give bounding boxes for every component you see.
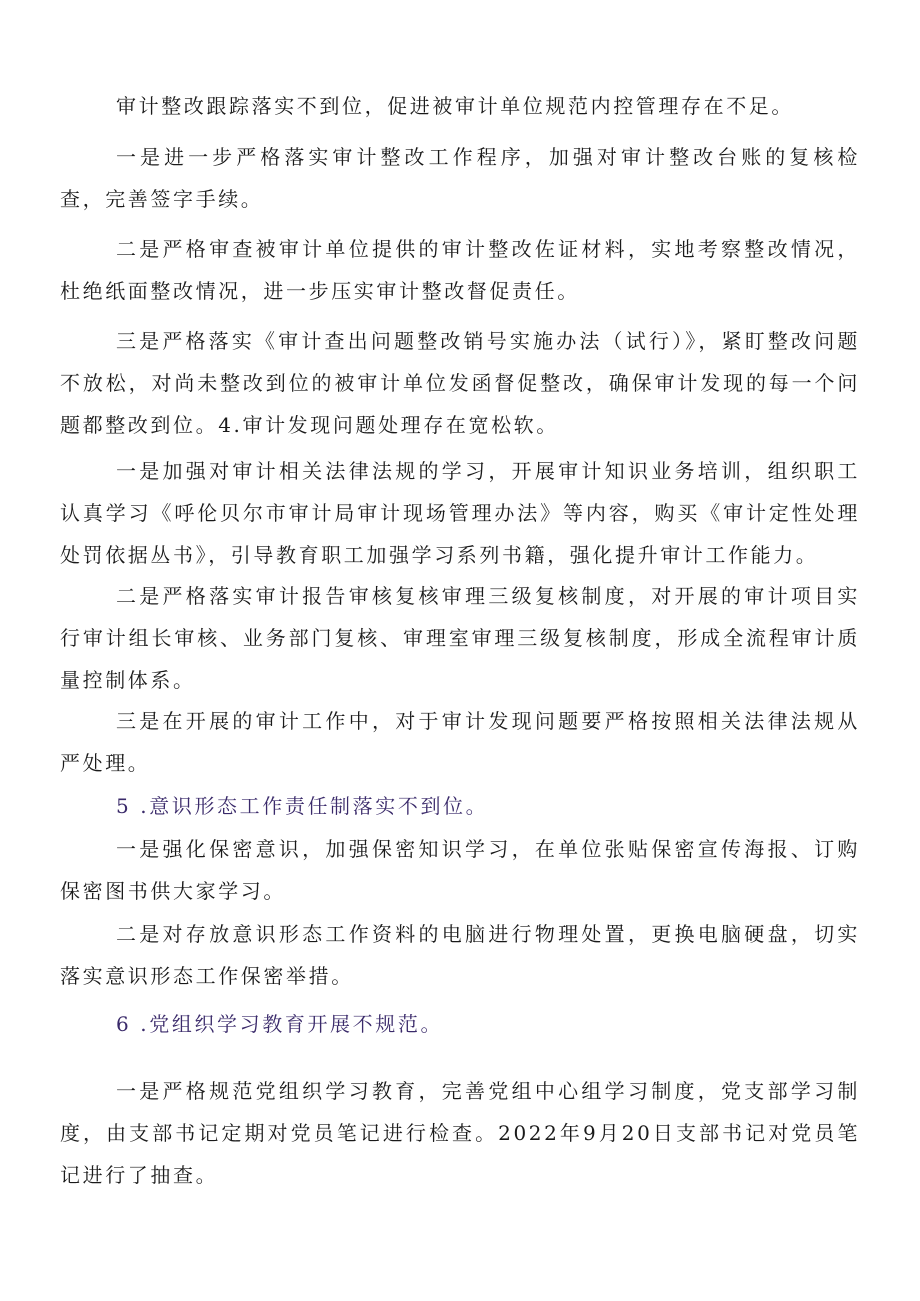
paragraph-12: 一是严格规范党组织学习教育，完善党组中心组学习制度，党支部学习制度，由支部书记定期对党员笔记进行检查。2022年9月20日支部书记对党员笔记进行了抽查。 — [60, 1079, 860, 1187]
paragraph-1: 审计整改跟踪落实不到位，促进被审计单位规范内控管理存在不足。 — [116, 94, 794, 118]
paragraph-2: 一是进一步严格落实审计整改工作程序，加强对审计整改台账的复核检查，完善签字手续。 — [60, 145, 860, 211]
paragraph-9: 一是强化保密意识，加强保密知识学习，在单位张贴保密宣传海报、订购保密图书供大家学习。 — [60, 837, 860, 903]
paragraph-4: 三是严格落实《审计查出问题整改销号实施办法（试行）》，紧盯整改问题不放松，对尚未整改到位的被审计单位发函督促整改，确保审计发现的每一个问题都整改到位。4.审计发现问题处理存在宽松软。 — [60, 329, 860, 437]
paragraph-7: 三是在开展的审计工作中，对于审计发现问题要严格按照相关法律法规从严处理。 — [60, 709, 860, 775]
paragraph-10: 二是对存放意识形态工作资料的电脑进行物理处置，更换电脑硬盘，切实落实意识形态工作保密举措。 — [60, 922, 860, 988]
section-heading-5: 5 .意识形态工作责任制落实不到位。 — [116, 794, 489, 818]
paragraph-5: 一是加强对审计相关法律法规的学习，开展审计知识业务培训，组织职工认真学习《呼伦贝尔市审计局审计现场管理办法》等内容，购买《审计定性处理处罚依据丛书》，引导教育职工加强学习系列书籍，强化提升审计工作能力。 — [60, 459, 860, 567]
section-heading-6: 6 .党组织学习教育开展不规范。 — [116, 1012, 444, 1036]
paragraph-6: 二是严格落实审计报告审核复核审理三级复核制度，对开展的审计项目实行审计组长审核、业务部门复核、审理室审理三级复核制度，形成全流程审计质量控制体系。 — [60, 584, 860, 692]
paragraph-3: 二是严格审查被审计单位提供的审计整改佐证材料，实地考察整改情况，杜绝纸面整改情况，进一步压实审计整改督促责任。 — [60, 237, 860, 303]
